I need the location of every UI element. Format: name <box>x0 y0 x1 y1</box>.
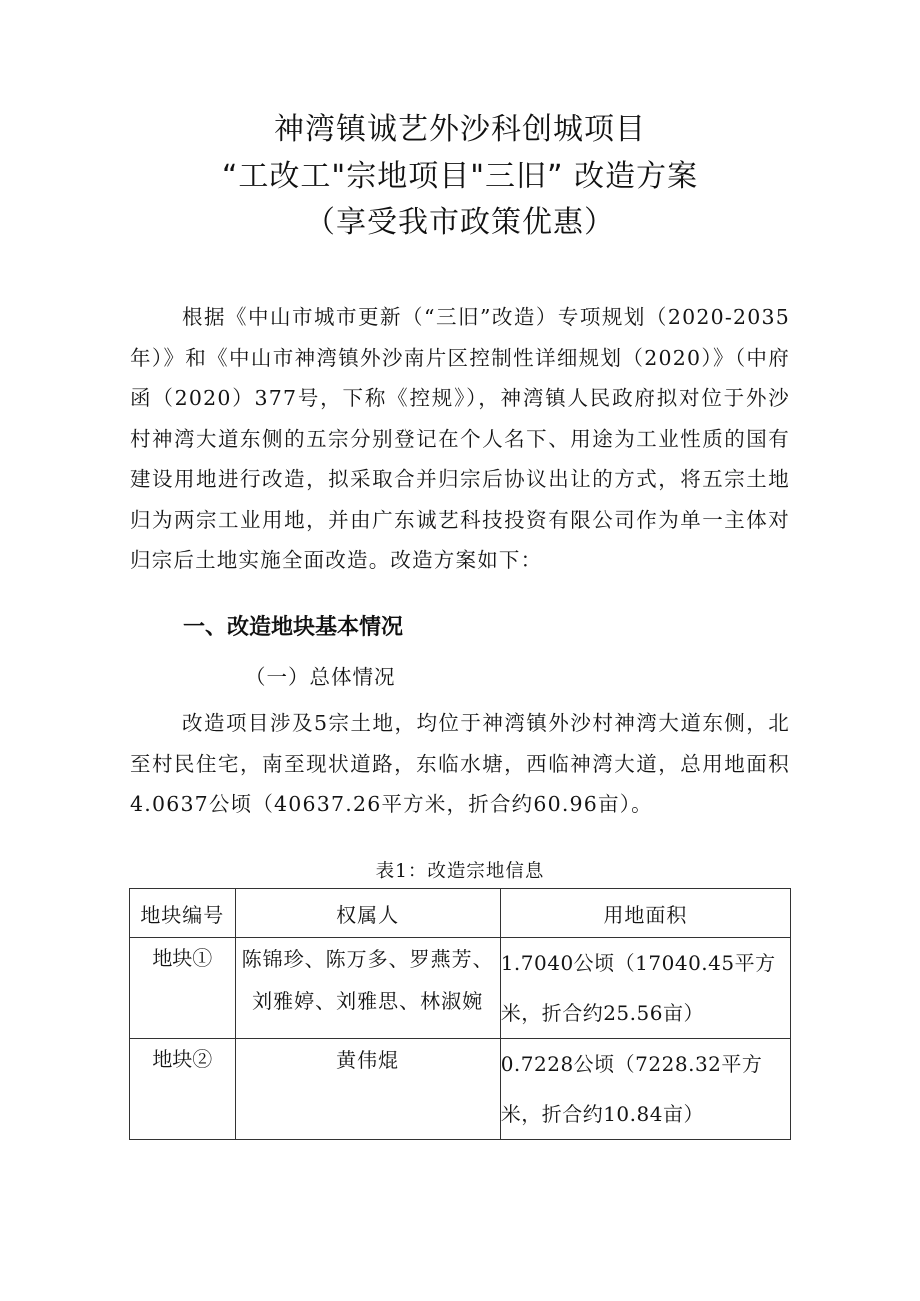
section-heading: 一、改造地块基本情况 <box>183 615 404 640</box>
intro-paragraph: 根据《中山市城市更新（“三旧”改造）专项规划（2020-2035年）》和《中山市神湾镇外沙南片区控制性详细规划（2020）》（中府函（2020）377号，下称《控规》），神湾镇人民政府拟对位于外沙村神湾大道东侧的五宗分别登记在个人名下、用途为工业性质的国有建设用地进行改造，拟采取合并归宗后协议出让的方式，将五宗土地归为两宗工业用地，并由广东诚艺科技投资有限公司作为单一主体对归宗后土地实施全面改造。改造方案如下： <box>130 305 790 572</box>
title-line-3: （享受我市政策优惠） <box>305 205 615 240</box>
header-plot-number: 地块编号 <box>130 889 236 938</box>
table-row <box>130 938 791 1039</box>
header-owner: 权属人 <box>235 889 500 938</box>
header-area: 用地面积 <box>500 889 790 938</box>
plot-number-cell: 地块① <box>130 938 236 1039</box>
overview-paragraph: 改造项目涉及5宗土地，均位于神湾镇外沙村神湾大道东侧，北至村民住宅，南至现状道路，东临水塘，西临神湾大道，总用地面积4.0637公顷（40637.26平方米，折合约60.96亩）。 <box>130 711 790 816</box>
owner-cell: 陈锦珍、陈万多、罗燕芳、刘雅婷、刘雅思、林淑婉 <box>235 938 500 1039</box>
table-header-row <box>130 889 791 938</box>
owner-cell: 黄伟焜 <box>235 1039 500 1140</box>
plot-info-table <box>129 888 791 1140</box>
table-row <box>130 1039 791 1140</box>
plot-number-cell: 地块② <box>130 1039 236 1140</box>
subsection-heading: （一）总体情况 <box>245 665 396 689</box>
table-caption: 表1：改造宗地信息 <box>375 861 545 882</box>
title-line-1: 神湾镇诚艺外沙科创城项目 <box>274 112 646 147</box>
title-line-2: “工改工"宗地项目"三旧” 改造方案 <box>221 159 699 194</box>
area-cell: 1.7040公顷（17040.45平方米，折合约25.56亩） <box>500 938 790 1039</box>
area-cell: 0.7228公顷（7228.32平方米，折合约10.84亩） <box>500 1039 790 1140</box>
